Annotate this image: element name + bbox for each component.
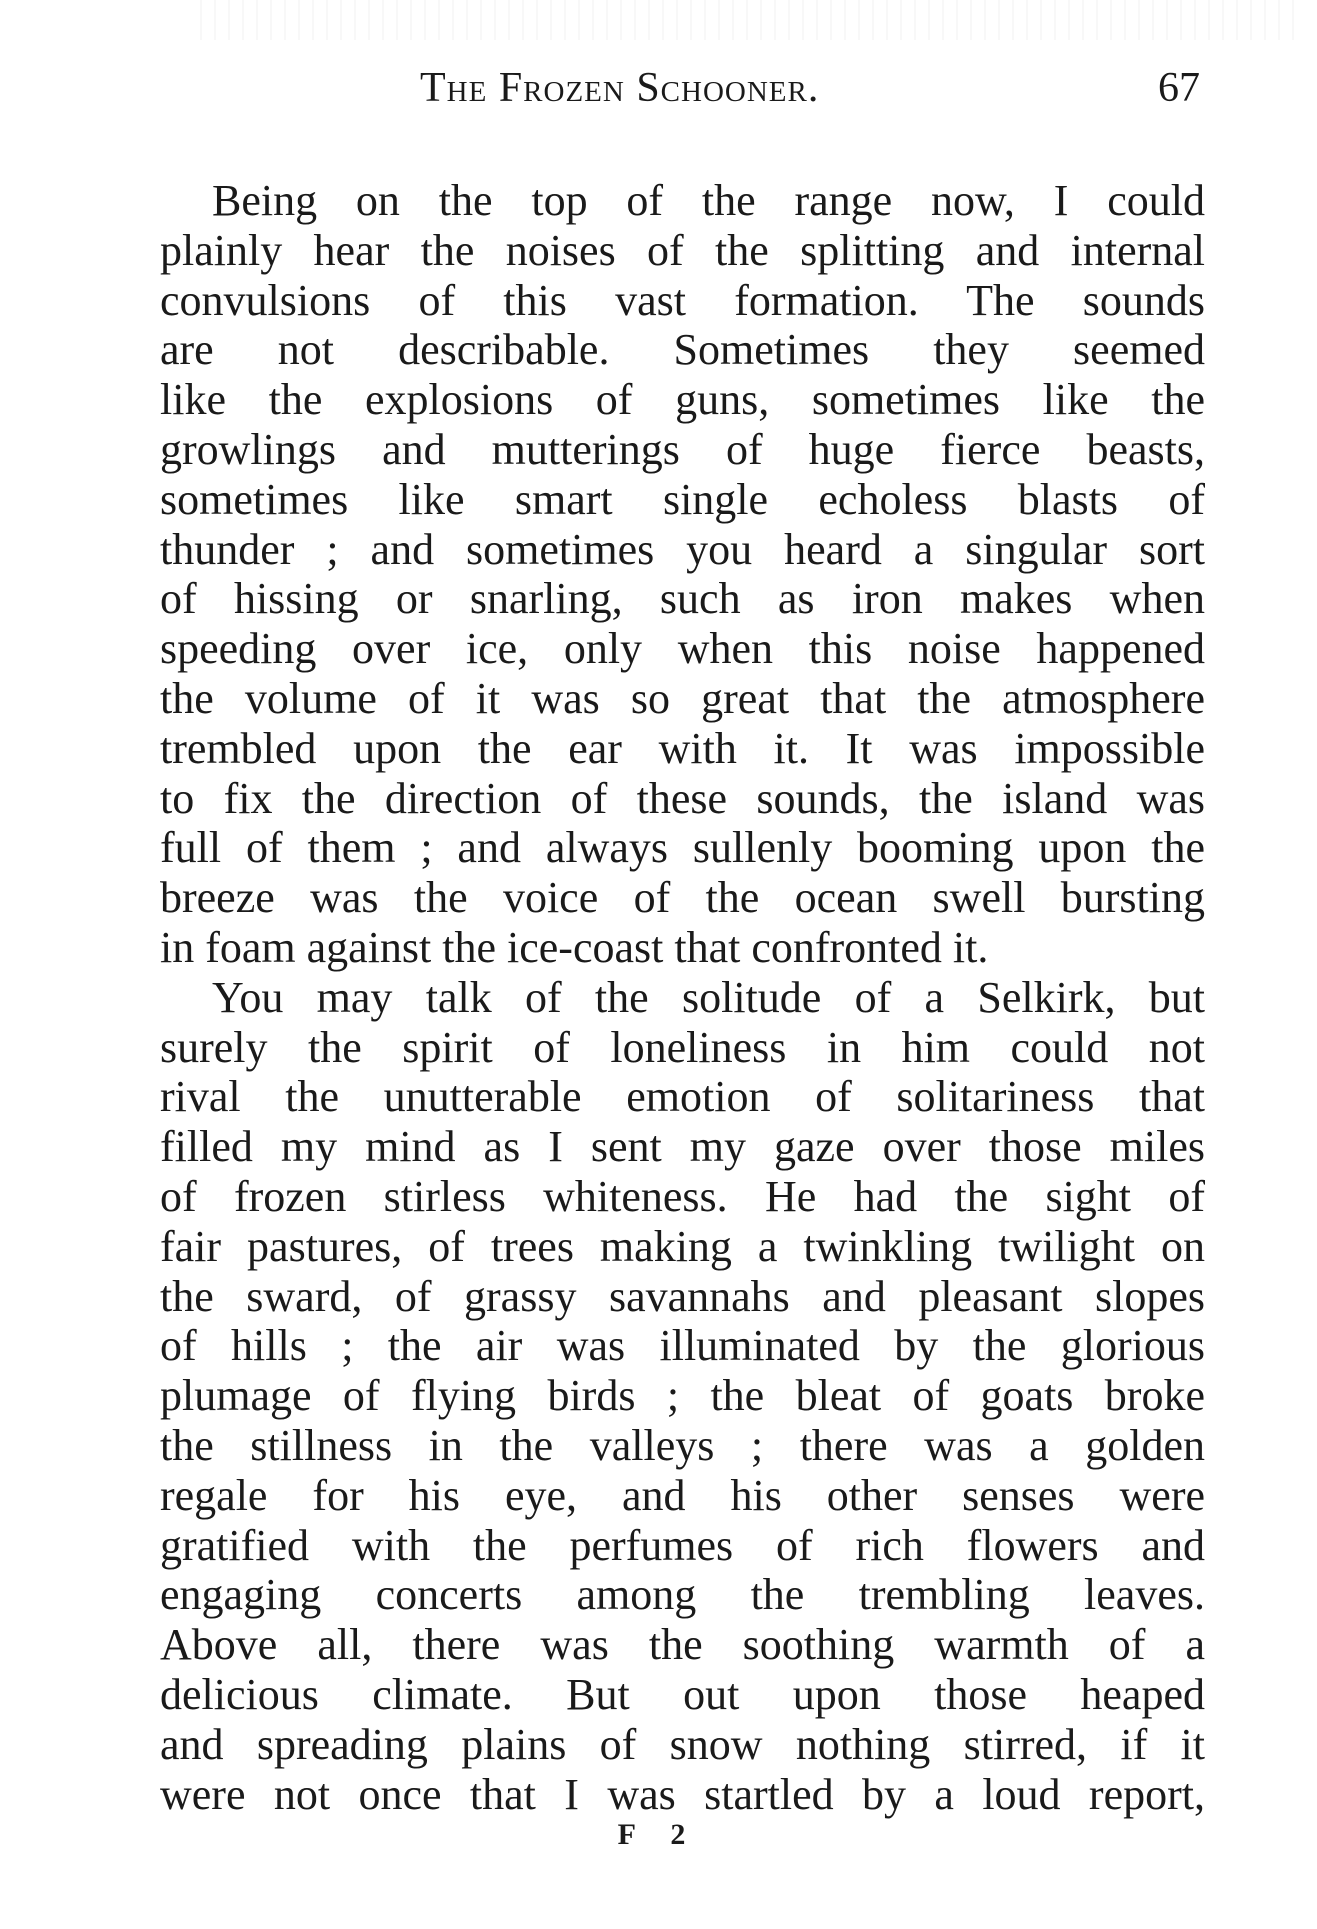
running-title: The Frozen Schooner. [420,65,820,111]
text-line: in foam against the ice-coast that confronted it. [160,922,989,972]
text-line: delicious climate. But out upon those heaped [160,1669,1205,1719]
paragraph-2 [160,973,1205,1820]
text-line: sometimes like smart single echoless blasts of [160,474,1205,524]
paragraph-1 [160,176,1205,973]
text-line: convulsions of this vast formation. The sounds [160,275,1205,325]
text-line: are not describable. Sometimes they seemed [160,325,1205,375]
text-line: the volume of it was so great that the atmosphere [160,673,1205,723]
text-line: the sward, of grassy savannahs and pleasant slopes [160,1271,1205,1321]
text-line: growlings and mutterings of huge fierce beasts, [160,424,1205,474]
text-line: plumage of flying birds ; the bleat of goats broke [160,1371,1205,1421]
text-line: to fix the direction of these sounds, the island was [160,773,1205,823]
text-line: speeding over ice, only when this noise happened [160,624,1205,674]
text-line: plainly hear the noises of the splitting and internal [160,225,1205,275]
text-line: Being on the top of the range now, I could [212,176,1205,225]
text-line: were not once that I was startled by a loud report, [160,1769,1205,1819]
text-line: and spreading plains of snow nothing stirred, if it [160,1719,1205,1769]
text-line: You may talk of the solitude of a Selkirk, but [212,972,1205,1022]
text-line: of hills ; the air was illuminated by the glorious [160,1321,1205,1371]
text-line: like the explosions of guns, sometimes like the [160,375,1205,425]
text-line: regale for his eye, and his other senses were [160,1470,1205,1520]
body-text [160,176,1205,1819]
paper-speckle [200,0,1300,40]
text-line: full of them ; and always sullenly booming upon the [160,823,1205,873]
text-line: engaging concerts among the trembling leaves. [160,1570,1205,1620]
text-line: of hissing or snarling, such as iron makes when [160,574,1205,624]
text-line: trembled upon the ear with it. It was impossible [160,723,1205,773]
text-line: gratified with the perfumes of rich flowers and [160,1520,1205,1570]
text-line: thunder ; and sometimes you heard a singular sort [160,524,1205,574]
text-line: fair pastures, of trees making a twinkling twilight on [160,1221,1205,1271]
signature-mark: F 2 [617,1818,700,1851]
text-line: of frozen stirless whiteness. He had the sight of [160,1171,1205,1221]
text-line: breeze was the voice of the ocean swell bursting [160,873,1205,923]
text-line: rival the unutterable emotion of solitariness that [160,1072,1205,1122]
text-line: the stillness in the valleys ; there was a golden [160,1420,1205,1470]
text-line: surely the spirit of loneliness in him could not [160,1022,1205,1072]
text-line: filled my mind as I sent my gaze over those miles [160,1122,1205,1172]
page-number: 67 [1158,65,1200,111]
text-line: Above all, there was the soothing warmth of a [160,1620,1205,1670]
page-header [160,64,1200,124]
